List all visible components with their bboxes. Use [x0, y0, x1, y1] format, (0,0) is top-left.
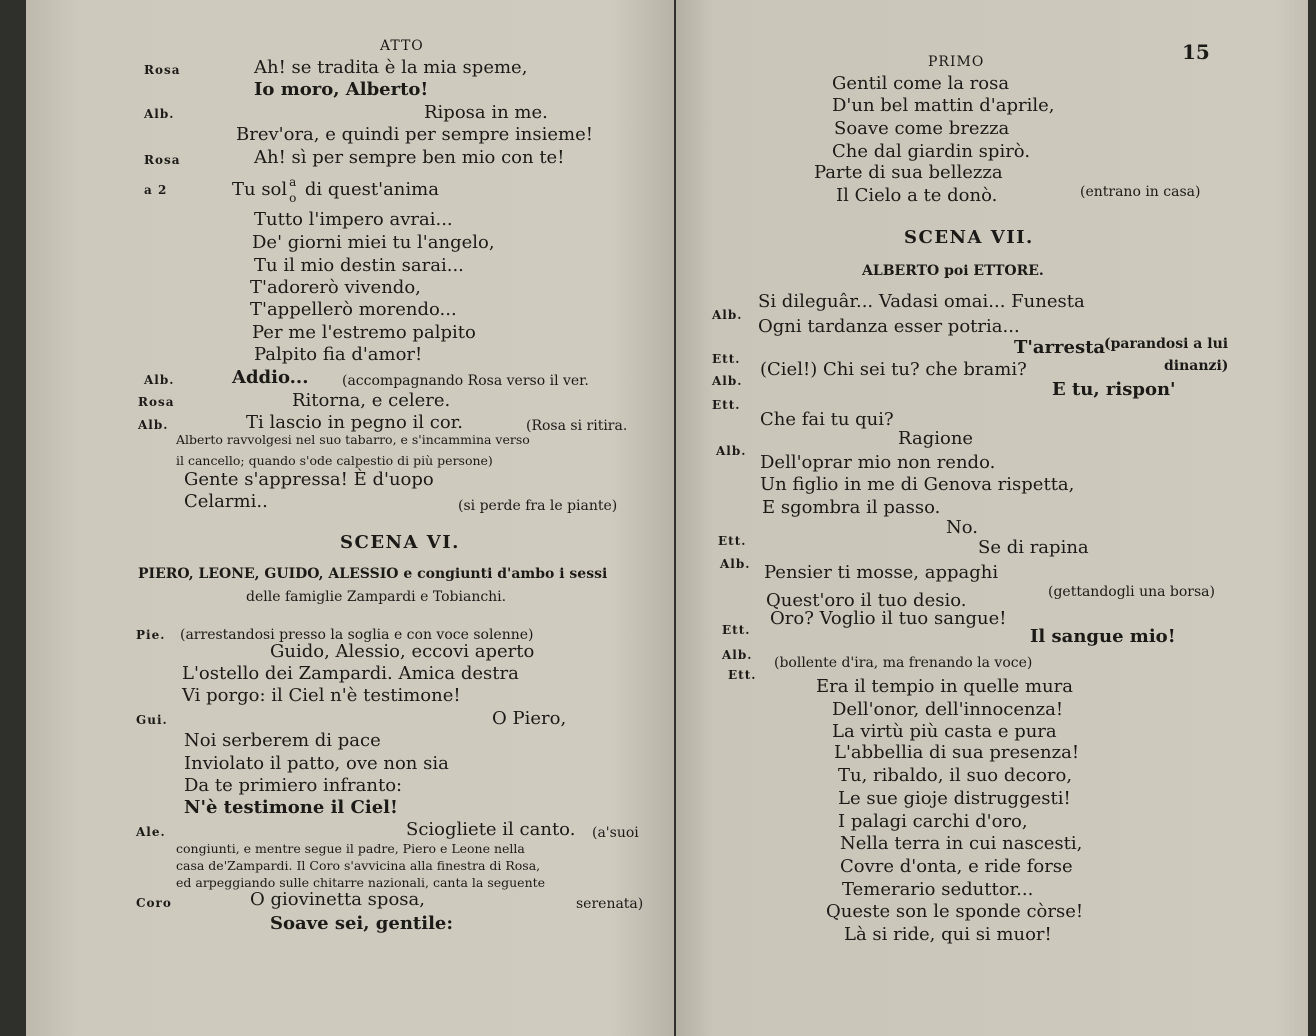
speaker-label: Ett. — [712, 398, 741, 412]
speaker-label: Ett. — [728, 668, 757, 682]
speaker-label: a 2 — [144, 183, 168, 197]
verse-line: D'un bel mattin d'aprile, — [832, 95, 1055, 116]
verse-line: Sciogliete il canto. — [406, 819, 576, 840]
stage-direction: (entrano in casa) — [1080, 184, 1201, 200]
verse-line: Ah! sì per sempre ben mio con te! — [254, 147, 565, 168]
verse-line: Gentil come la rosa — [832, 73, 1010, 94]
speaker-label: Alb. — [138, 418, 169, 432]
speaker-label: Pie. — [136, 628, 166, 642]
verse-line: Vi porgo: il Ciel n'è testimone! — [182, 685, 461, 706]
scene-title: SCENA VII. — [904, 227, 1034, 248]
verse-line: O giovinetta sposa, — [250, 889, 425, 910]
stage-direction: congiunti, e mentre segue il padre, Piero e Leone nella — [176, 841, 525, 856]
scene-title: SCENA VI. — [340, 532, 460, 553]
verse-line: Si dileguâr... Vadasi omai... Funesta — [758, 291, 1085, 312]
verse-line: Per me l'estremo palpito — [252, 322, 476, 343]
right-page — [676, 0, 1308, 1036]
verse-line: Parte di sua bellezza — [814, 162, 1003, 183]
alternate-vowels: a o — [289, 175, 297, 205]
stage-direction: (a'suoi — [592, 825, 639, 841]
verse-line: Da te primiero infranto: — [184, 775, 403, 796]
speaker-label: Ett. — [722, 623, 751, 637]
speaker-label: Coro — [136, 896, 172, 910]
speaker-label: Alb. — [712, 374, 743, 388]
speaker-label: Ett. — [712, 352, 741, 366]
left-page — [26, 0, 674, 1036]
speaker-label: Ett. — [718, 534, 747, 548]
stage-direction: dinanzi) — [1164, 358, 1229, 374]
stage-direction: casa de'Zampardi. Il Coro s'avvicina alla finestra di Rosa, — [176, 858, 541, 873]
verse-line: Soave sei, gentile: — [270, 913, 454, 934]
verse-line: No. — [946, 517, 978, 538]
speaker-label: Alb. — [722, 648, 753, 662]
verse-line: Celarmi.. — [184, 491, 268, 512]
stage-direction: (parandosi a lui — [1104, 336, 1229, 352]
verse-line: Era il tempio in quelle mura — [816, 676, 1073, 697]
verse-line: Noi serberem di pace — [184, 730, 381, 751]
verse-line: Ah! se tradita è la mia speme, — [254, 57, 528, 78]
verse-line: Io moro, Alberto! — [254, 79, 429, 100]
verse-line: Brev'ora, e quindi per sempre insieme! — [236, 124, 593, 145]
verse-line: Ragione — [898, 428, 974, 449]
verse-line: Pensier ti mosse, appaghi — [764, 562, 999, 583]
verse-line: Che fai tu qui? — [760, 409, 894, 430]
verse-line: E sgombra il passo. — [762, 497, 941, 518]
stage-direction: Alberto ravvolgesi nel suo tabarro, e s'incammina verso — [176, 432, 530, 447]
stage-direction: (bollente d'ira, ma frenando la voce) — [774, 655, 1033, 671]
verse-line: La virtù più casta e pura — [832, 721, 1057, 742]
verse-line: Temerario seduttor... — [842, 879, 1034, 900]
running-header: ATTO — [380, 38, 424, 54]
verse-line: Che dal giardin spirò. — [832, 141, 1031, 162]
verse-line: I palagi carchi d'oro, — [838, 811, 1028, 832]
verse-line: O Piero, — [492, 708, 567, 729]
speaker-label: Alb. — [716, 444, 747, 458]
scene-characters: delle famiglie Zampardi e Tobianchi. — [246, 589, 507, 605]
verse-line: Il sangue mio! — [1030, 626, 1176, 647]
speaker-label: Ale. — [136, 825, 166, 839]
verse-line: L'abbellia di sua presenza! — [834, 742, 1080, 763]
stage-direction: il cancello; quando s'ode calpestio di più persone) — [176, 453, 493, 468]
verse-line: E tu, rispon' — [1052, 379, 1176, 400]
verse-line: Riposa in me. — [424, 102, 548, 123]
verse-line: Ti lascio in pegno il cor. — [246, 412, 464, 433]
verse-line: Inviolato il patto, ove non sia — [184, 753, 449, 774]
speaker-label: Gui. — [136, 713, 168, 727]
stage-direction: ed arpeggiando sulle chitarre nazionali, canta la seguente — [176, 875, 546, 890]
verse-line: Un figlio in me di Genova rispetta, — [760, 474, 1075, 495]
page-number: 15 — [1182, 40, 1210, 64]
verse-line: T'appellerò morendo... — [250, 299, 457, 320]
verse-line: Palpito fia d'amor! — [254, 344, 423, 365]
verse-line: Oro? Voglio il tuo sangue! — [770, 608, 1007, 629]
verse-line: Quest'oro il tuo desio. — [766, 590, 967, 611]
verse-line: Tu sol a o di quest'anima — [232, 175, 439, 205]
verse-line: T'adorerò vivendo, — [250, 277, 421, 298]
verse-line: T'arresta — [1014, 337, 1106, 358]
speaker-label: Alb. — [144, 373, 175, 387]
verse-line: Tu il mio destin sarai... — [254, 255, 464, 276]
verse-line: Se di rapina — [978, 537, 1089, 558]
verse-line: Gente s'appressa! È d'uopo — [184, 469, 434, 490]
verse-line: Queste son le sponde còrse! — [826, 901, 1084, 922]
verse-line: Tu, ribaldo, il suo decoro, — [838, 765, 1073, 786]
speaker-label: Rosa — [144, 63, 181, 77]
verse-line: Ritorna, e celere. — [292, 390, 451, 411]
speaker-label: Alb. — [144, 107, 175, 121]
verse-line: Dell'onor, dell'innocenza! — [832, 699, 1064, 720]
verse-line: Soave come brezza — [834, 118, 1010, 139]
verse-line: Le sue gioje distruggesti! — [838, 788, 1071, 809]
verse-line: Guido, Alessio, eccovi aperto — [270, 641, 535, 662]
stage-direction: (si perde fra le piante) — [458, 498, 618, 514]
verse-line: (Ciel!) Chi sei tu? che brami? — [760, 359, 1027, 380]
stage-direction: (arrestandosi presso la soglia e con voce solenne) — [180, 627, 534, 643]
speaker-label: Rosa — [138, 395, 175, 409]
running-header: PRIMO — [928, 54, 985, 70]
scene-characters: ALBERTO poi ETTORE. — [862, 263, 1044, 279]
verse-line: Tutto l'impero avrai... — [254, 209, 453, 230]
verse-line: De' giorni miei tu l'angelo, — [252, 232, 495, 253]
verse-line: Ogni tardanza esser potria... — [758, 316, 1020, 337]
verse-line: L'ostello dei Zampardi. Amica destra — [182, 663, 519, 684]
stage-direction: (accompagnando Rosa verso il ver. — [342, 373, 589, 389]
scene-characters: PIERO, LEONE, GUIDO, ALESSIO e congiunti d'ambo i sessi — [138, 566, 608, 582]
speaker-label: Alb. — [712, 308, 743, 322]
verse-line: Il Cielo a te donò. — [836, 185, 998, 206]
verse-line: N'è testimone il Ciel! — [184, 797, 398, 818]
verse-line: Covre d'onta, e ride forse — [840, 856, 1073, 877]
verse-text: Tu sol — [232, 179, 288, 200]
stage-direction: serenata) — [576, 896, 644, 912]
verse-line: Addio... — [232, 367, 309, 388]
speaker-label: Alb. — [720, 557, 751, 571]
stage-direction: (Rosa si ritira. — [526, 418, 628, 434]
verse-line: Dell'oprar mio non rendo. — [760, 452, 996, 473]
verse-line: Nella terra in cui nascesti, — [840, 833, 1083, 854]
stage-direction: (gettandogli una borsa) — [1048, 584, 1215, 600]
verse-line: Là si ride, qui si muor! — [844, 924, 1052, 945]
speaker-label: Rosa — [144, 153, 181, 167]
